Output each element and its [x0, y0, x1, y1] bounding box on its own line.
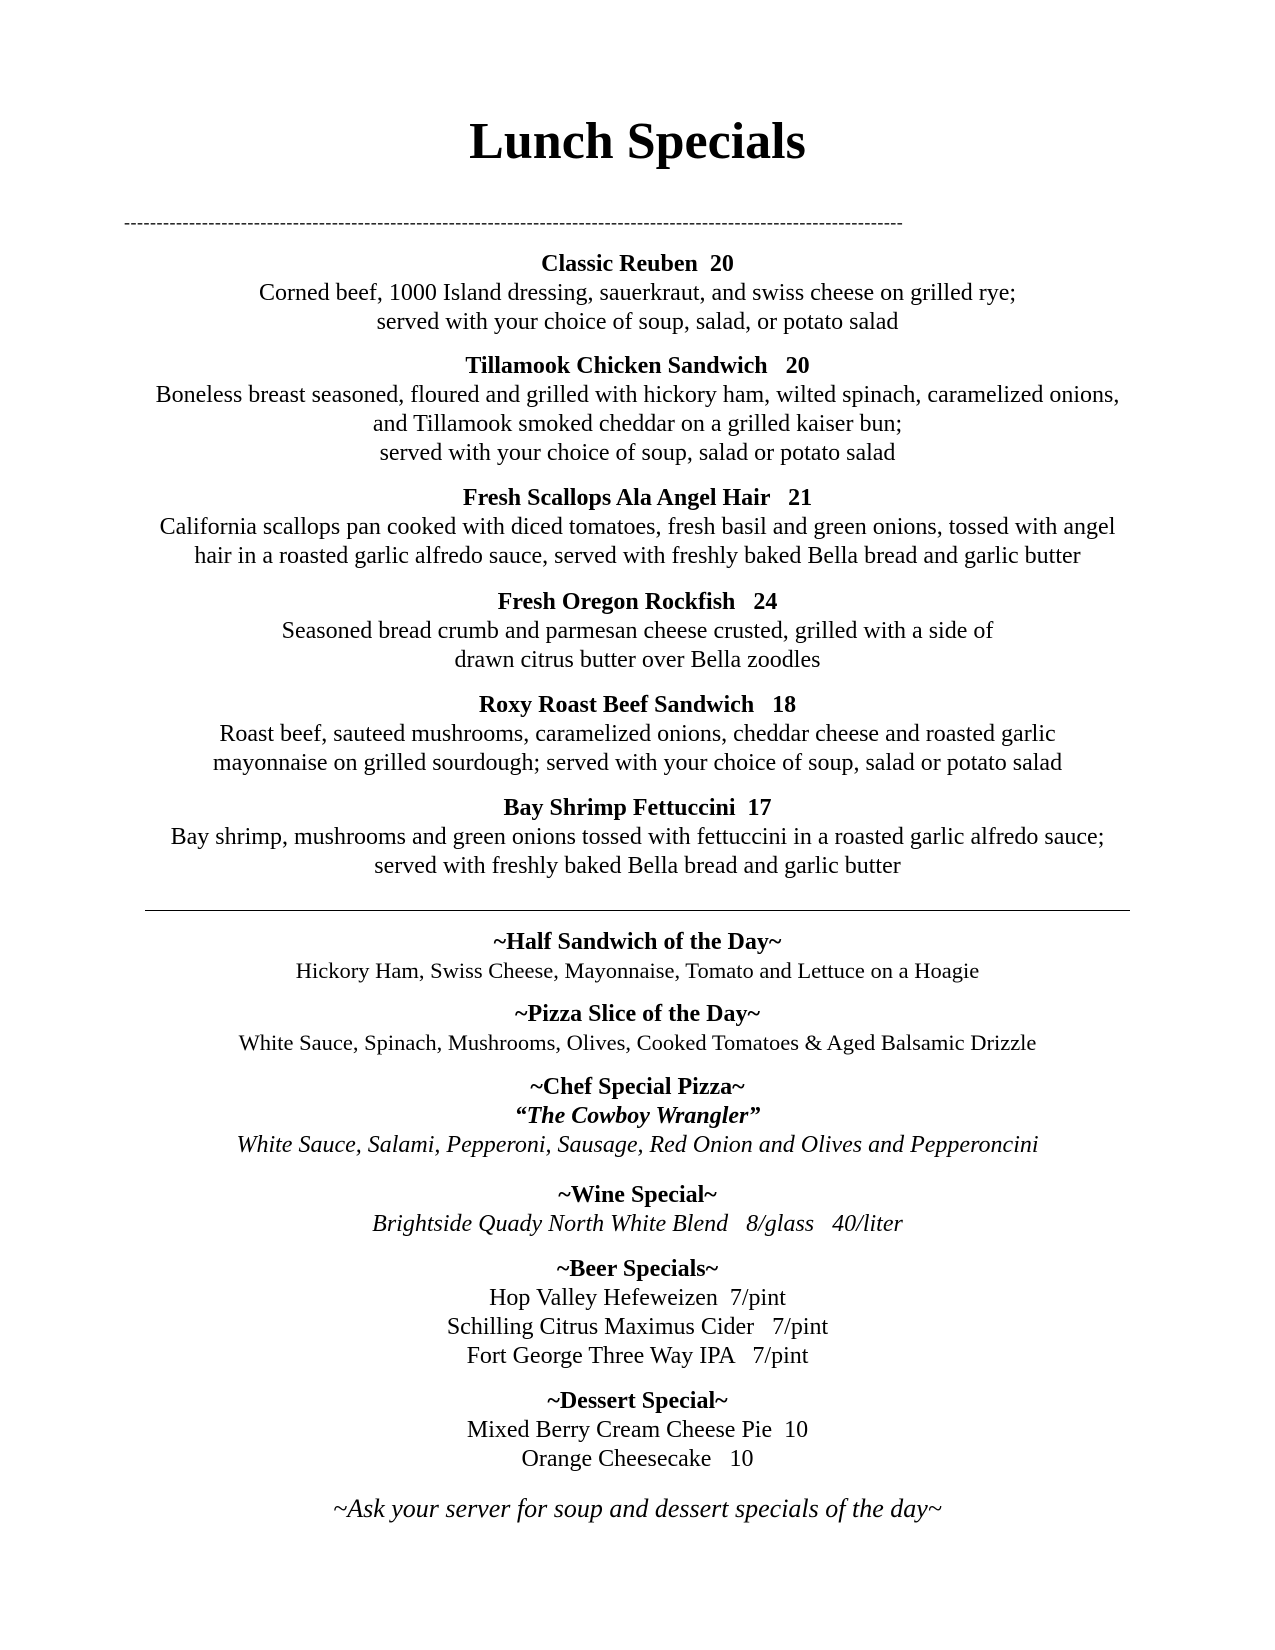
- dessert-section: [0, 1387, 1275, 1474]
- dashed-divider: ------------------------------------------------------------------------------------------------------------------------: [124, 212, 904, 232]
- menu-item-description: mayonnaise on grilled sourdough; served with your choice of soup, salad or potato salad: [212, 750, 1063, 776]
- menu-item-classic-reuben: [0, 250, 1275, 337]
- menu-item-description: Bay shrimp, mushrooms and green onions tossed with fettuccini in a roasted garlic alfredo sauce;: [170, 824, 1105, 850]
- menu-item-name: Fresh Oregon Rockfish 24: [497, 589, 778, 615]
- menu-item-tillamook-chicken: [0, 352, 1275, 468]
- menu-item-description: Roast beef, sauteed mushrooms, caramelized onions, cheddar cheese and roasted garlic: [219, 721, 1056, 747]
- menu-item-roxy-roast-beef: [0, 691, 1275, 778]
- menu-item-name: Tillamook Chicken Sandwich 20: [465, 353, 810, 379]
- section-text: Mixed Berry Cream Cheese Pie 10: [466, 1417, 809, 1443]
- beer-section: [0, 1255, 1275, 1371]
- section-text: White Sauce, Spinach, Mushrooms, Olives, Cooked Tomatoes & Aged Balsamic Drizzle: [238, 1030, 1037, 1055]
- menu-item-name: Classic Reuben 20: [541, 251, 734, 277]
- menu-item-name: Roxy Roast Beef Sandwich 18: [478, 692, 797, 718]
- menu-item-description: served with freshly baked Bella bread and garlic butter: [374, 853, 901, 879]
- section-text: White Sauce, Salami, Pepperoni, Sausage, Red Onion and Olives and Pepperoncini: [236, 1132, 1039, 1158]
- menu-item-description: Corned beef, 1000 Island dressing, sauerkraut, and swiss cheese on grilled rye;: [258, 280, 1017, 306]
- menu-item-description: and Tillamook smoked cheddar on a grilled kaiser bun;: [372, 411, 903, 437]
- solid-divider: [145, 910, 1130, 911]
- closing-note: ~Ask your server for soup and dessert specials of the day~: [333, 1494, 942, 1523]
- menu-item-description: served with your choice of soup, salad, or potato salad: [376, 309, 899, 335]
- chef-pizza-section: [0, 1073, 1275, 1160]
- section-heading: ~Beer Specials~: [556, 1256, 719, 1282]
- section-text: Hickory Ham, Swiss Cheese, Mayonnaise, Tomato and Lettuce on a Hoagie: [295, 958, 980, 983]
- menu-item-name: Fresh Scallops Ala Angel Hair 21: [462, 485, 813, 511]
- menu-item-description: served with your choice of soup, salad or potato salad: [379, 440, 896, 466]
- section-text: Brightside Quady North White Blend 8/glass 40/liter: [372, 1211, 903, 1237]
- wine-section: [0, 1181, 1275, 1239]
- section-text: Schilling Citrus Maximus Cider 7/pint: [446, 1314, 829, 1340]
- half-sandwich-section: [0, 928, 1275, 984]
- pizza-slice-section: [0, 1000, 1275, 1056]
- section-heading: ~Chef Special Pizza~: [530, 1074, 745, 1100]
- section-heading: ~Half Sandwich of the Day~: [493, 929, 782, 955]
- menu-item-bay-shrimp: [0, 794, 1275, 881]
- menu-item-oregon-rockfish: [0, 588, 1275, 675]
- menu-item-description: hair in a roasted garlic alfredo sauce, served with freshly baked Bella bread and garlic butter: [194, 543, 1081, 569]
- pizza-name: “The Cowboy Wrangler”: [514, 1103, 761, 1129]
- section-text: Orange Cheesecake 10: [521, 1446, 754, 1472]
- menu-item-description: Seasoned bread crumb and parmesan cheese crusted, grilled with a side of: [281, 618, 994, 644]
- menu-item-description: drawn citrus butter over Bella zoodles: [454, 647, 821, 673]
- menu-item-name: Bay Shrimp Fettuccini 17: [503, 795, 772, 821]
- section-heading: ~Wine Special~: [558, 1182, 717, 1208]
- section-text: Fort George Three Way IPA 7/pint: [466, 1343, 809, 1369]
- page-title: Lunch Specials: [469, 113, 806, 170]
- section-heading: ~Dessert Special~: [547, 1388, 728, 1414]
- menu-item-fresh-scallops: [0, 484, 1275, 571]
- section-text: Hop Valley Hefeweizen 7/pint: [489, 1285, 786, 1311]
- menu-item-description: Boneless breast seasoned, floured and grilled with hickory ham, wilted spinach, caramelized onions,: [155, 382, 1120, 408]
- section-heading: ~Pizza Slice of the Day~: [515, 1001, 760, 1027]
- menu-item-description: California scallops pan cooked with diced tomatoes, fresh basil and green onions, tossed with angel: [159, 514, 1116, 540]
